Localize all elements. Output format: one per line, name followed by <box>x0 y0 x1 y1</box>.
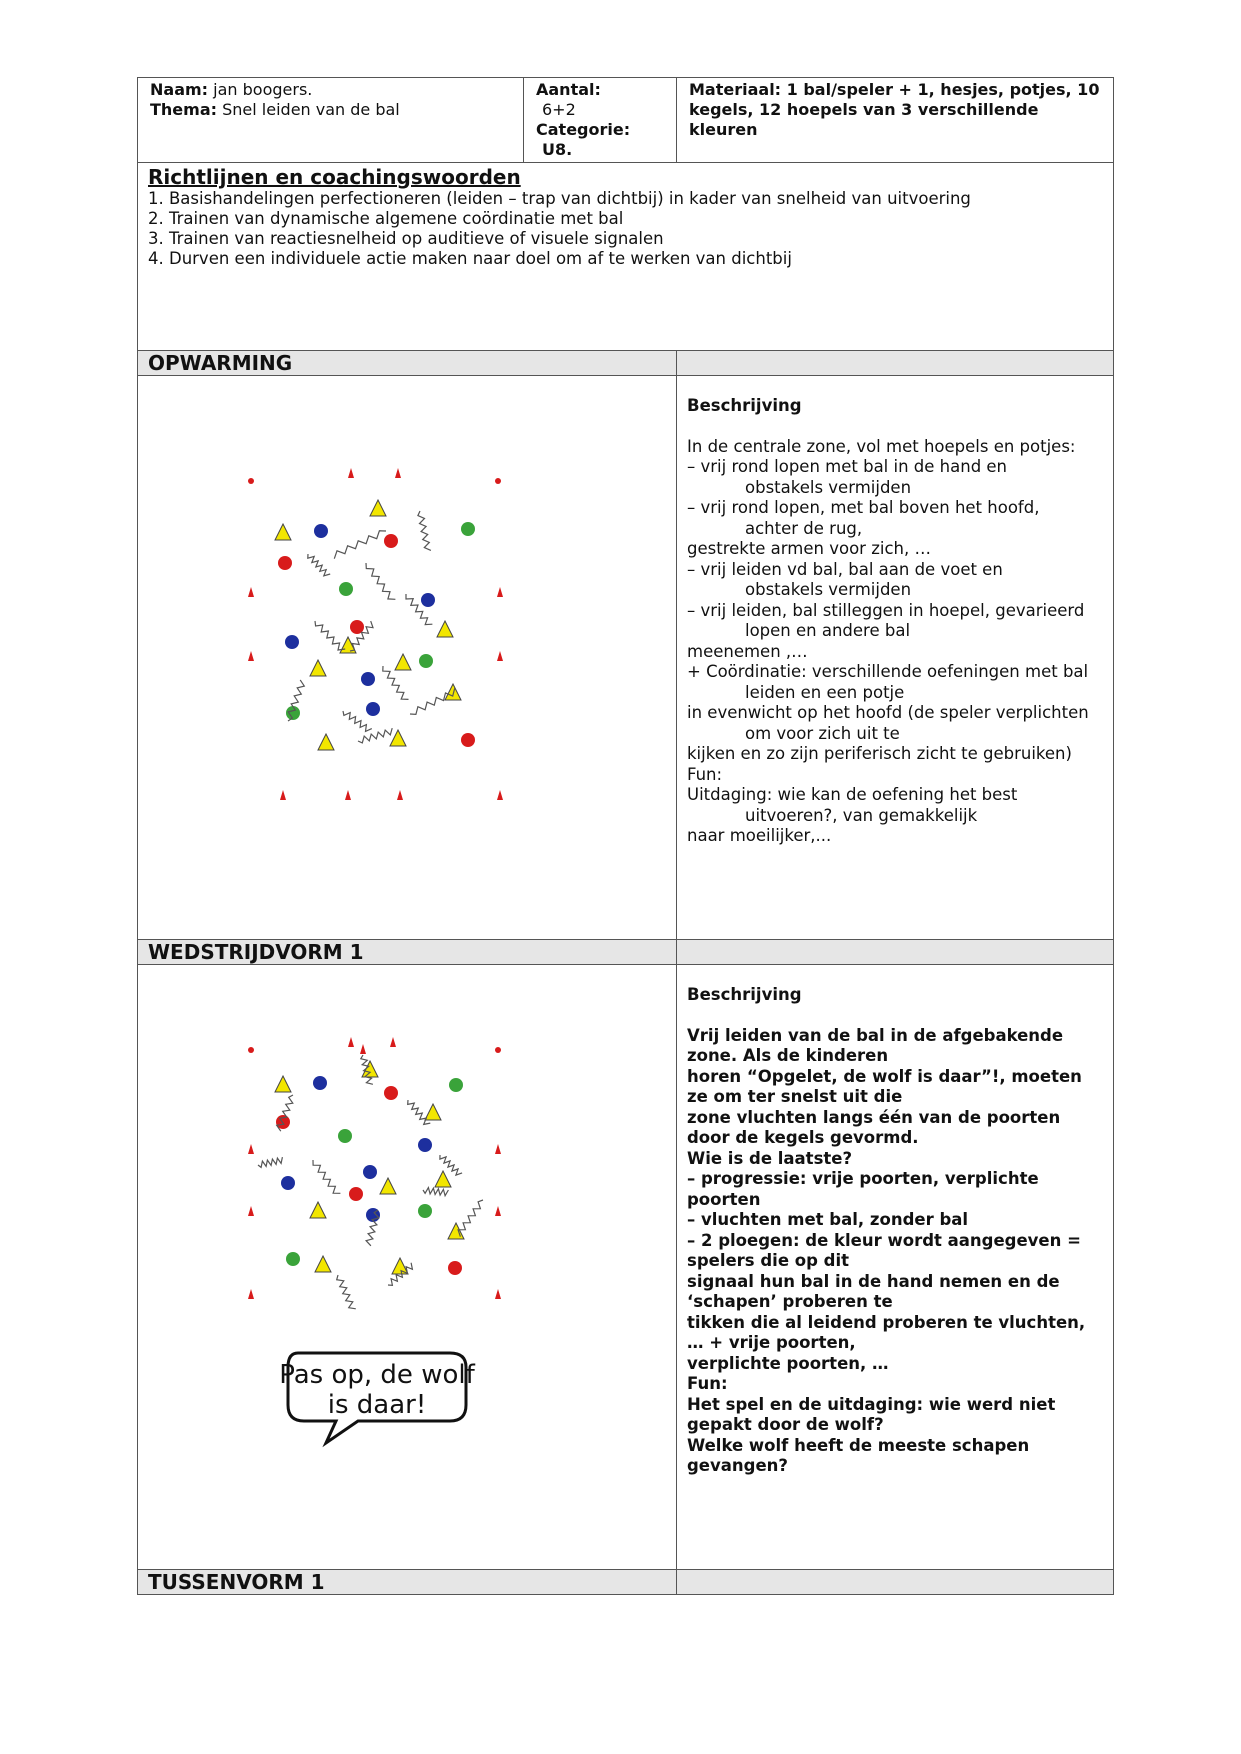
cone-marker <box>248 1144 254 1154</box>
player-path <box>458 1200 483 1237</box>
pot-triangle <box>315 1256 331 1272</box>
wedstrijdvorm-desc-line: ‘schapen’ proberen te <box>687 1292 893 1311</box>
player-path <box>334 531 386 559</box>
player-path <box>383 666 409 699</box>
opwarming-desc-line: obstakels vermijden <box>745 477 912 497</box>
wedstrijdvorm-desc-line: – 2 ploegen: de kleur wordt aangegeven = <box>687 1230 1081 1250</box>
speech-bubble <box>279 1353 475 1443</box>
pot-triangle <box>425 1104 441 1120</box>
red-hoop <box>461 733 475 747</box>
wedstrijdvorm-desc-line: horen “Opgelet, de wolf is daar”!, moeten <box>687 1066 1082 1086</box>
green-hoop <box>338 1129 352 1143</box>
red-hoop <box>384 1086 398 1100</box>
wedstrijdvorm-desc-line: zone. Als de kinderen <box>687 1046 889 1065</box>
pot-triangle <box>435 1171 451 1187</box>
wedstrijdvorm-title: WEDSTRIJDVORM 1 <box>138 940 677 965</box>
materiaal-cell: Materiaal: 1 bal/speler + 1, hesjes, potjes, 10 kegels, 12 hoepels van 3 verschillende kleuren <box>677 78 1114 163</box>
pot-triangle <box>310 660 326 676</box>
pot-triangle <box>395 654 411 670</box>
wedstrijdvorm-desc-text <box>687 1026 1101 1477</box>
player-path <box>418 511 431 550</box>
blue-hoop <box>314 524 328 538</box>
opwarming-desc-line: in evenwicht op het hoofd (de speler verplichten <box>687 703 1089 722</box>
blue-hoop <box>363 1165 377 1179</box>
opwarming-desc-heading: Beschrijving <box>687 396 802 415</box>
naam-value: jan boogers. <box>213 80 313 99</box>
player-path <box>358 728 392 743</box>
tussenvorm-title: TUSSENVORM 1 <box>138 1570 677 1595</box>
aantal-value: 6+2 <box>542 100 576 119</box>
cone-marker <box>495 1289 501 1299</box>
training-table <box>137 77 1114 1595</box>
wedstrijdvorm-desc-line: ze om ter snelst uit die <box>687 1087 903 1106</box>
opwarming-desc-line: – vrij leiden vd bal, bal aan de voet en <box>687 559 1003 579</box>
wedstrijdvorm-desc-line: – progressie: vrije poorten, verplichte <box>687 1169 1039 1188</box>
training-sheet <box>137 77 1113 1595</box>
guidelines-section <box>138 163 1114 351</box>
wedstrijdvorm-desc-line: Wie is de laatste? <box>687 1148 853 1168</box>
wedstrijdvorm-desc-line: tikken die al leidend proberen te vluchten, <box>687 1312 1086 1332</box>
opwarming-desc-line: + Coördinatie: verschillende oefeningen met bal <box>687 662 1089 681</box>
wedstrijdvorm-desc-line: poorten <box>687 1189 761 1209</box>
wedstrijdvorm-desc-line: – vluchten met bal, zonder bal <box>687 1210 969 1229</box>
green-hoop <box>461 522 475 536</box>
player-path <box>410 688 455 714</box>
guideline-item: 4. Durven een individuele actie maken naar doel om af te werken van dichtbij <box>148 249 792 268</box>
cone-marker <box>348 1037 354 1047</box>
cone-marker <box>280 790 286 800</box>
wedstrijdvorm-desc-line: Vrij leiden van de bal in de afgebakende <box>687 1025 1064 1045</box>
cone-marker <box>497 790 503 800</box>
thema-label: Thema: <box>150 100 218 119</box>
opwarming-desc-line: gestrekte armen voor zich, … <box>687 539 931 558</box>
cone-marker <box>495 1206 501 1216</box>
blue-hoop <box>361 672 375 686</box>
player-path <box>343 711 372 731</box>
cone-marker <box>345 790 351 800</box>
wedstrijdvorm-desc-line: spelers die op dit <box>687 1251 850 1270</box>
naam-label: Naam: <box>150 80 209 99</box>
player-path <box>366 563 395 599</box>
wedstrijdvorm-desc-line: zone vluchten langs één van de poorten <box>687 1107 1061 1127</box>
bubble-line1: Pas op, de wolf <box>279 1360 475 1390</box>
wedstrijdvorm-desc-line: Fun: <box>687 1374 728 1393</box>
cone-dot <box>248 1047 254 1053</box>
opwarming-description <box>677 376 1114 940</box>
cone-marker <box>395 468 401 478</box>
wedstrijdvorm-desc-line: Welke wolf heeft de meeste schapen <box>687 1435 1030 1455</box>
opwarming-desc-line: kijken en zo zijn periferisch zicht te gebruiken) <box>687 744 1072 763</box>
opwarming-desc-line: obstakels vermijden <box>745 580 912 599</box>
cone-marker <box>397 790 403 800</box>
opwarming-desc-line: Uitdaging: wie kan de oefening het best <box>687 785 1018 804</box>
cone-marker <box>497 651 503 661</box>
red-hoop <box>448 1261 462 1275</box>
opwarming-desc-line: achter de rug, <box>745 518 863 538</box>
thema-value: Snel leiden van de bal <box>222 100 400 119</box>
green-hoop <box>418 1204 432 1218</box>
pot-triangle <box>380 1178 396 1194</box>
wedstrijdvorm-desc-line: gevangen? <box>687 1456 788 1475</box>
opwarming-desc-line: naar moeilijker,... <box>687 826 832 845</box>
opwarming-desc-line: lopen en andere bal <box>745 621 911 640</box>
guideline-item: 3. Trainen van reactiesnelheid op auditieve of visuele signalen <box>148 229 664 248</box>
aantal-cell <box>524 78 677 163</box>
categorie-label: Categorie: <box>536 120 631 139</box>
opwarming-desc-line: – vrij rond lopen, met bal boven het hoofd, <box>687 498 1040 517</box>
opwarming-desc-line: – vrij leiden, bal stilleggen in hoepel, gevarieerd <box>687 600 1085 620</box>
blue-hoop <box>421 593 435 607</box>
wedstrijdvorm-diagram-cell <box>138 965 677 1570</box>
guideline-item: 2. Trainen van dynamische algemene coördinatie met bal <box>148 209 624 228</box>
player-path <box>308 554 330 576</box>
opwarming-desc-line: – vrij rond lopen met bal in de hand en <box>687 457 1008 476</box>
bubble-line2: is daar! <box>327 1390 427 1420</box>
wedstrijdvorm-desc-line: gepakt door de wolf? <box>687 1415 884 1434</box>
cone-marker <box>248 587 254 597</box>
green-hoop <box>286 1252 300 1266</box>
categorie-value: U8. <box>542 140 573 159</box>
pot-triangle <box>390 730 406 746</box>
pot-triangle <box>370 500 386 516</box>
player-path <box>423 1188 448 1196</box>
player-path <box>313 1160 340 1193</box>
blue-hoop <box>313 1076 327 1090</box>
opwarming-desc-line: meenemen ,… <box>687 641 808 661</box>
guidelines-list <box>148 189 1103 269</box>
opwarming-title: OPWARMING <box>138 351 677 376</box>
pot-triangle <box>437 621 453 637</box>
wedstrijdvorm-description <box>677 965 1114 1570</box>
opwarming-desc-text <box>687 437 1101 847</box>
red-hoop <box>278 556 292 570</box>
pot-triangle <box>318 734 334 750</box>
aantal-label: Aantal: <box>536 80 601 99</box>
wedstrijdvorm-title-blank <box>677 940 1114 965</box>
player-path <box>337 1275 356 1309</box>
cone-marker <box>497 587 503 597</box>
red-hoop <box>349 1187 363 1201</box>
green-hoop <box>286 706 300 720</box>
player-path <box>315 621 345 650</box>
blue-hoop <box>366 702 380 716</box>
guidelines-title: Richtlijnen en coachingswoorden <box>148 165 521 189</box>
green-hoop <box>449 1078 463 1092</box>
cone-marker <box>248 1206 254 1216</box>
pot-triangle <box>445 684 461 700</box>
wedstrijdvorm-desc-line: verplichte poorten, … <box>687 1353 889 1373</box>
opwarming-title-blank <box>677 351 1114 376</box>
green-hoop <box>419 654 433 668</box>
wedstrijdvorm-field-diagram <box>138 965 672 1565</box>
wedstrijdvorm-desc-line: door de kegels gevormd. <box>687 1128 919 1147</box>
cone-marker <box>390 1037 396 1047</box>
cone-dot <box>495 1047 501 1053</box>
opwarming-desc-line: uitvoeren?, van gemakkelijk <box>745 805 978 825</box>
green-hoop <box>339 582 353 596</box>
cone-dot <box>248 478 254 484</box>
blue-hoop <box>418 1138 432 1152</box>
opwarming-field-diagram <box>138 376 672 936</box>
opwarming-desc-line: Fun: <box>687 764 723 784</box>
cone-marker <box>495 1144 501 1154</box>
pot-triangle <box>275 1076 291 1092</box>
pot-triangle <box>448 1223 464 1239</box>
name-theme-cell <box>138 78 524 163</box>
wedstrijdvorm-desc-line: Het spel en de uitdaging: wie werd niet <box>687 1394 1056 1414</box>
pot-triangle <box>310 1202 326 1218</box>
cone-marker <box>248 1289 254 1299</box>
guideline-item: 1. Basishandelingen perfectioneren (leiden – trap van dichtbij) in kader van snelheid van uitvoering <box>148 189 971 208</box>
opwarming-desc-line: leiden en een potje <box>745 682 905 702</box>
blue-hoop <box>285 635 299 649</box>
player-path <box>258 1157 282 1167</box>
opwarming-desc-line: In de centrale zone, vol met hoepels en potjes: <box>687 436 1076 456</box>
tussenvorm-title-blank <box>677 1570 1114 1595</box>
blue-hoop <box>281 1176 295 1190</box>
player-path <box>408 1100 431 1124</box>
cone-marker <box>248 651 254 661</box>
red-hoop <box>384 534 398 548</box>
cone-marker <box>348 468 354 478</box>
pot-triangle <box>275 524 291 540</box>
opwarming-desc-line: om voor zich uit te <box>745 723 900 743</box>
opwarming-diagram-cell <box>138 376 677 940</box>
cone-dot <box>495 478 501 484</box>
wedstrijdvorm-desc-heading: Beschrijving <box>687 985 802 1004</box>
wedstrijdvorm-desc-line: signaal hun bal in de hand nemen en de <box>687 1271 1060 1291</box>
cone-marker <box>360 1044 366 1054</box>
wedstrijdvorm-desc-line: … + vrije poorten, <box>687 1333 856 1352</box>
